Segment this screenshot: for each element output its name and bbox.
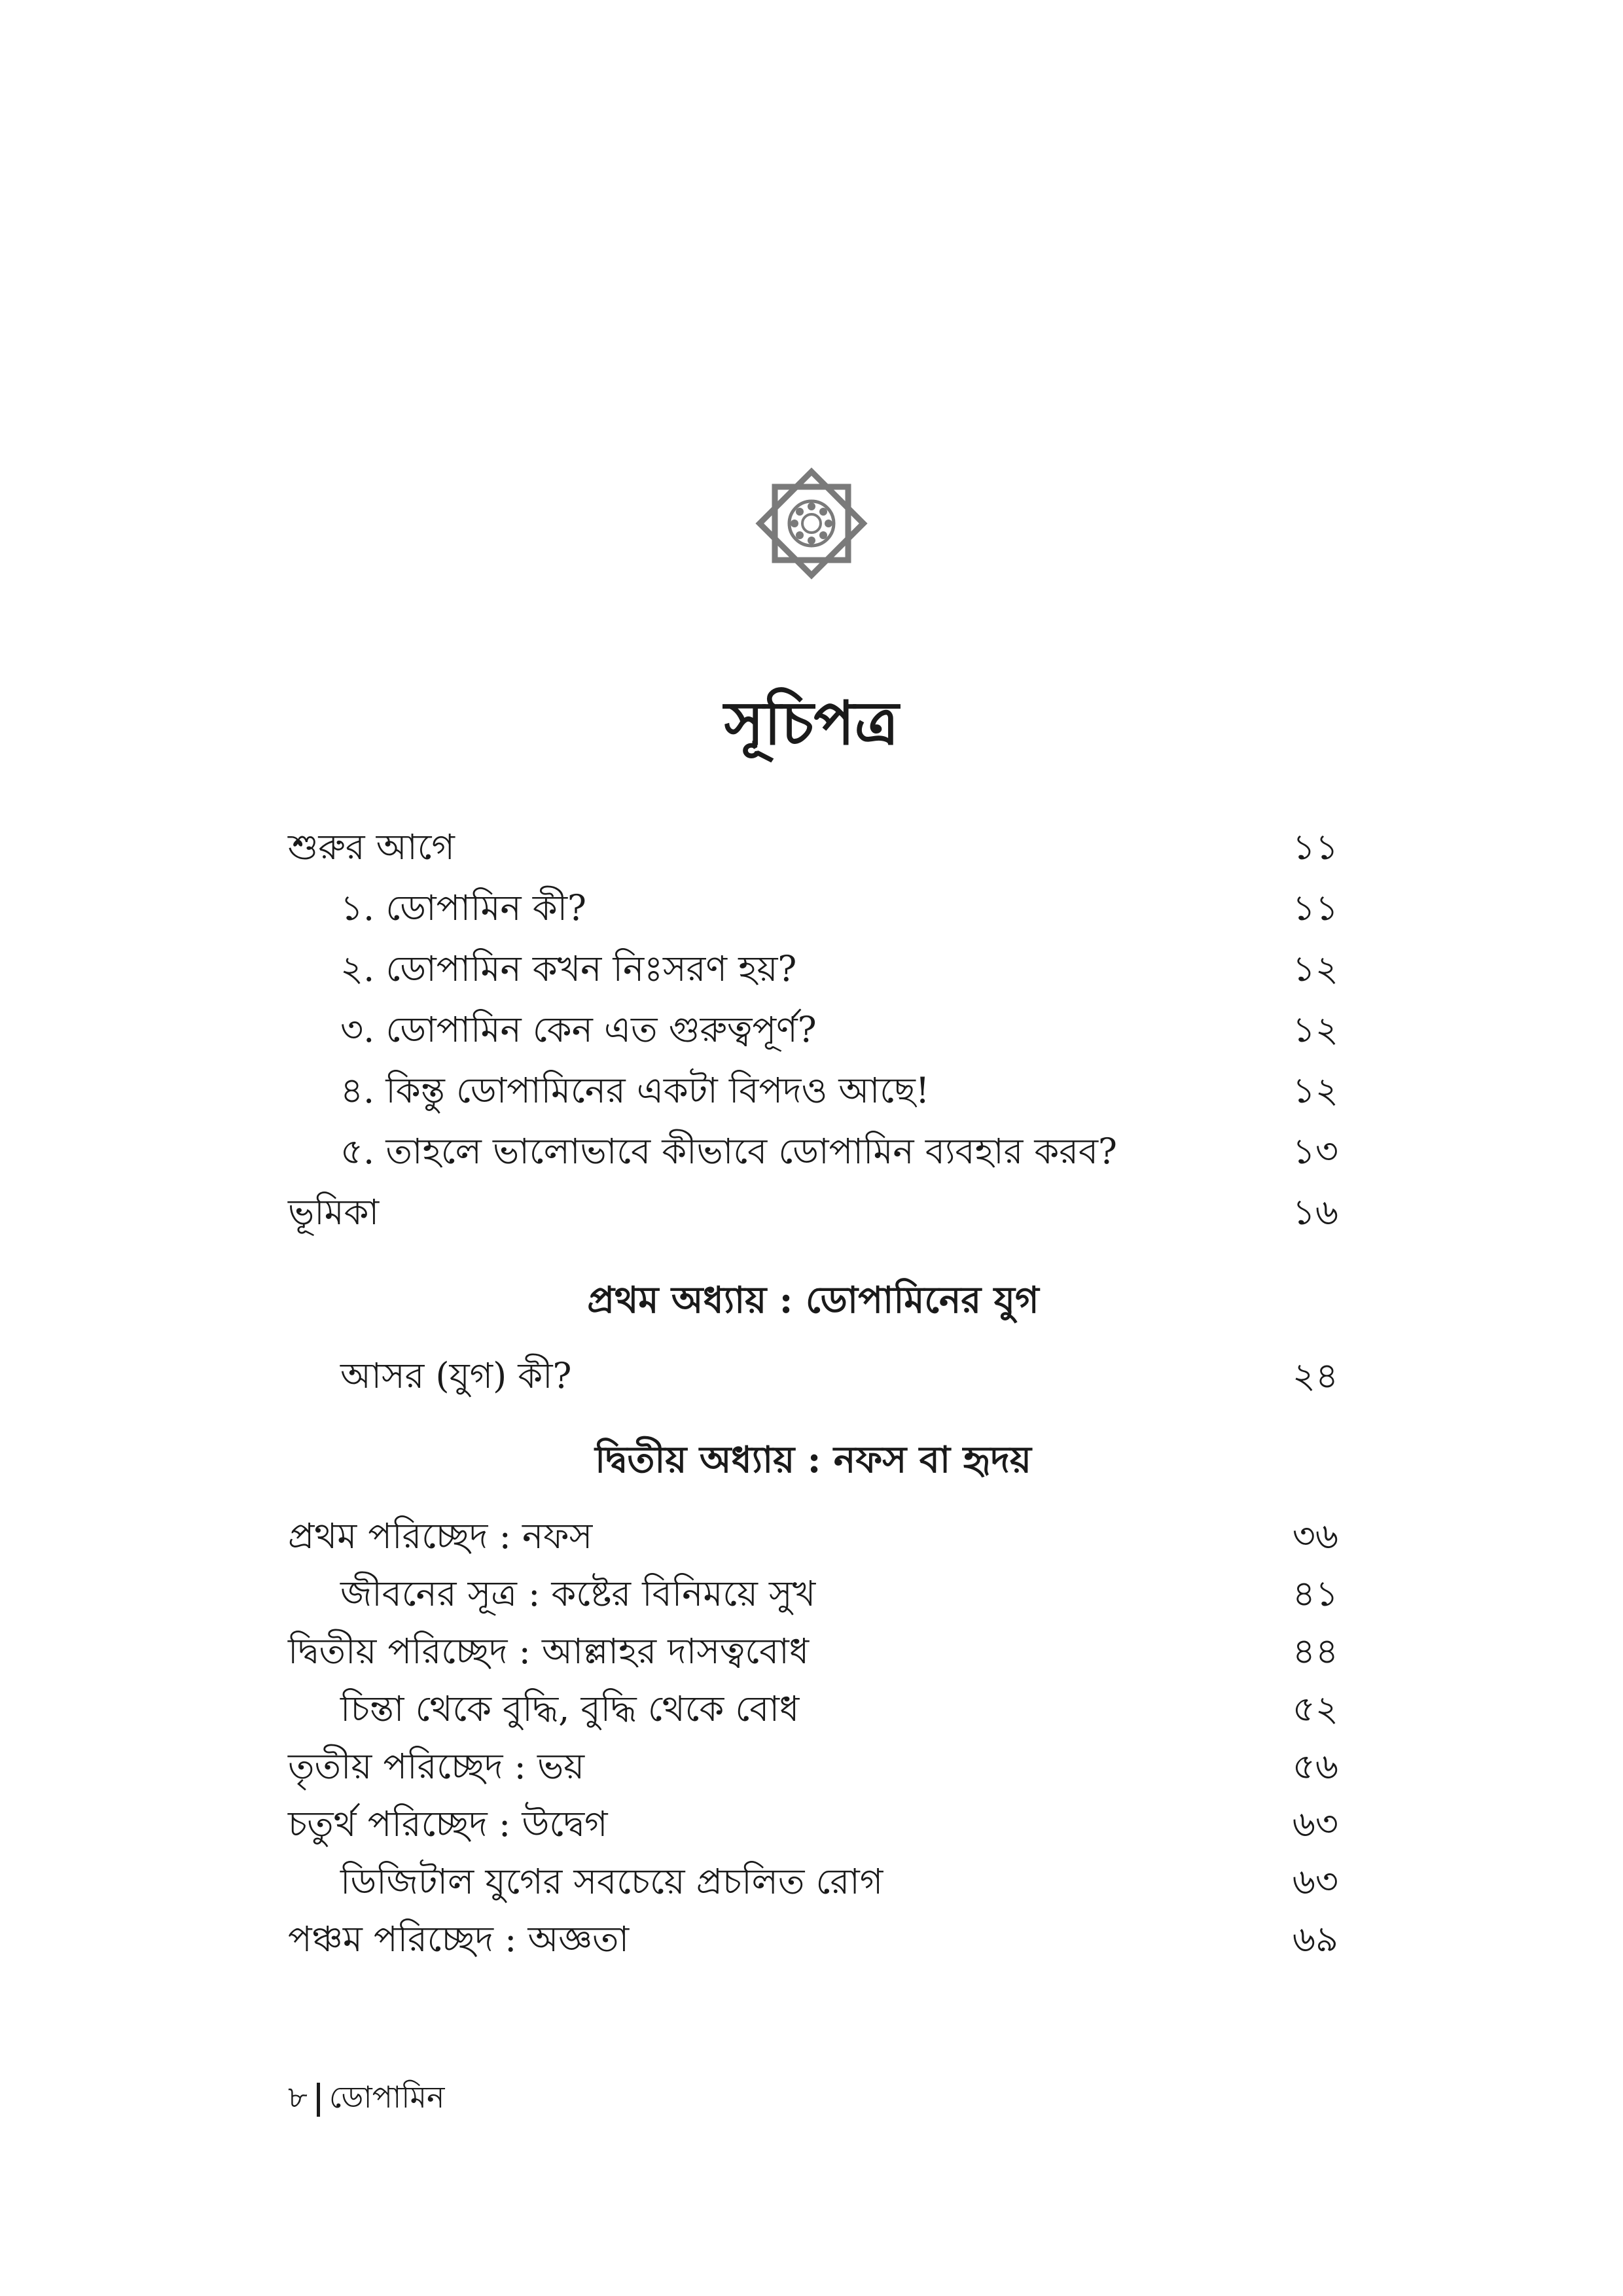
toc-entry-page: ১৩ (1292, 1131, 1338, 1172)
toc-entry-label: দ্বিতীয় পরিচ্ছেদ : আল্লাহর দাসত্ববোধ (288, 1631, 810, 1672)
toc-entry-label: পঞ্চম পরিচ্ছেদ : অজ্ঞতা (288, 1918, 630, 1960)
toc-entry-page: ১২ (1292, 1009, 1338, 1050)
chapter-heading-1: প্রথম অধ্যায় : ডোপামিনের যুগ (587, 1279, 1039, 1322)
toc-entry-label: ৫. তাহলে ভালোভাবে কীভাবে ডোপামিন ব্যবহার করব? (340, 1131, 1117, 1172)
toc-entry-page: ৬৩ (1292, 1803, 1338, 1845)
toc-entry-label: ৩. ডোপামিন কেন এত গুরুত্বপূর্ণ? (340, 1009, 817, 1050)
toc-entry[interactable] (288, 1740, 1338, 1793)
toc-entry-label: প্রথম পরিচ্ছেদ : নফস (288, 1515, 593, 1557)
toc-entry-page: ৬৩ (1292, 1861, 1338, 1902)
eight-point-star-ornament-icon (746, 458, 877, 589)
toc-entry-label: ১. ডোপামিন কী? (340, 887, 587, 928)
toc-entry[interactable] (288, 1065, 1338, 1117)
toc-entry-label: জীবনের সূত্র : কষ্টের বিনিময়ে সুখ (340, 1573, 816, 1614)
toc-entry-page: ২৪ (1292, 1355, 1338, 1396)
toc-entry[interactable] (288, 1510, 1338, 1563)
toc-entry[interactable] (288, 1568, 1338, 1620)
toc-entry-page: ৪৪ (1292, 1631, 1338, 1672)
toc-entry[interactable] (288, 1125, 1338, 1178)
toc-entry[interactable] (288, 943, 1338, 995)
toc-entry[interactable] (288, 1856, 1338, 1908)
toc-entry-label: চতুর্থ পরিচ্ছেদ : উদ্বেগ (288, 1803, 608, 1845)
toc-entry-page: ১১ (1292, 826, 1338, 868)
book-title: ডোপামিন (329, 2079, 445, 2115)
toc-entry[interactable] (288, 1350, 1338, 1402)
toc-entry-page: ৫২ (1292, 1688, 1338, 1729)
toc-entry-page: ১১ (1292, 887, 1338, 928)
toc-entry[interactable] (288, 1798, 1338, 1850)
toc-entry-label: চিন্তা থেকে বুদ্ধি, বুদ্ধি থেকে বোধ (340, 1688, 800, 1729)
toc-entry-label: ৪. কিন্তু ডোপামিনের একটা বিপদও আছে! (340, 1070, 930, 1111)
toc-entry-label: ২. ডোপামিন কখন নিঃসরণ হয়? (340, 948, 797, 989)
toc-entry-label: তৃতীয় পরিচ্ছেদ : ভয় (288, 1746, 585, 1787)
toc-entry-label: ভূমিকা (288, 1192, 380, 1233)
toc-entry[interactable] (288, 1186, 1338, 1239)
toc-entry-label: আসর (যুগ) কী? (340, 1355, 572, 1396)
toc-entry-page: ৪১ (1292, 1573, 1338, 1614)
page-number: ৮ (288, 2079, 308, 2115)
toc-entry[interactable] (288, 1913, 1338, 1966)
toc-entry[interactable] (288, 882, 1338, 934)
toc-entry-page: ৩৬ (1292, 1515, 1338, 1557)
toc-entry-page: ১২ (1292, 948, 1338, 989)
page-title: সূচিপত্র (724, 688, 899, 758)
toc-entry[interactable] (288, 1004, 1338, 1056)
toc-entry[interactable] (288, 1625, 1338, 1678)
toc-entry-page: ৬৯ (1292, 1918, 1338, 1960)
toc-entry-page: ৫৬ (1292, 1746, 1338, 1787)
page-footer (288, 2074, 444, 2120)
toc-entry-label: শুরুর আগে (288, 826, 455, 868)
footer-divider (317, 2083, 320, 2117)
chapter-heading-2: দ্বিতীয় অধ্যায় : নফস বা হৃদয় (595, 1438, 1031, 1481)
toc-entry-page: ১২ (1292, 1070, 1338, 1111)
toc-entry-label: ডিজিটাল যুগের সবচেয়ে প্রচলিত রোগ (340, 1861, 883, 1902)
toc-entry[interactable] (288, 1683, 1338, 1735)
toc-entry-page: ১৬ (1292, 1192, 1338, 1233)
toc-entry[interactable] (288, 821, 1338, 874)
